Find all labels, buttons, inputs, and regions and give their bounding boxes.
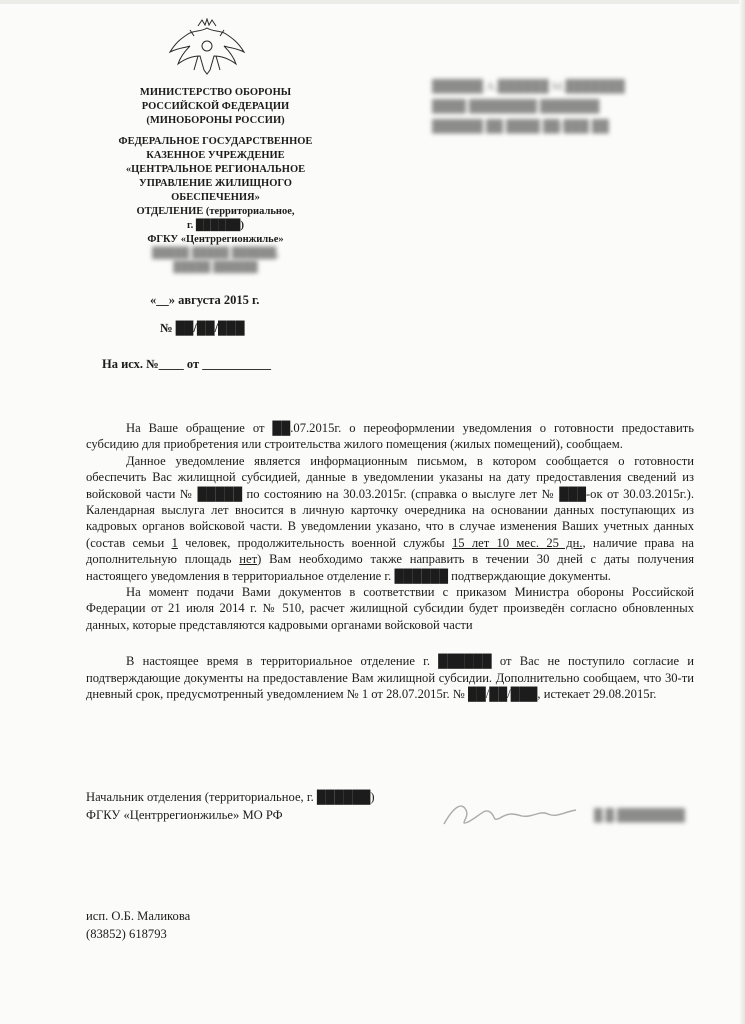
addressee-line: ██████ А.██████ М.███████	[432, 79, 625, 93]
ministry-block	[88, 86, 343, 128]
signer-position: Начальник отделения (территориальное, г. ██████)	[86, 790, 375, 804]
scan-right-edge	[739, 0, 745, 1024]
addressee-block	[432, 76, 652, 136]
agency-line: ФГКУ «Центррегионжилье»	[147, 234, 284, 245]
registration-number: № ██/██/███	[160, 321, 245, 335]
family-size-value: 1	[171, 535, 178, 550]
double-headed-eagle-emblem-icon	[168, 18, 246, 76]
agency-line: г. ██████)	[187, 220, 244, 231]
agency-line: УПРАВЛЕНИЕ ЖИЛИЩНОГО	[139, 178, 292, 189]
signature-block	[86, 788, 375, 824]
outgoing-reference: На исх. №____ от ___________	[102, 357, 271, 371]
ministry-line: РОССИЙСКОЙ ФЕДЕРАЦИИ	[141, 101, 290, 112]
letter-date: «__» августа 2015 г.	[150, 293, 260, 307]
agency-line: ФЕДЕРАЛЬНОЕ ГОСУДАРСТВЕННОЕ	[118, 136, 313, 147]
addressee-line: ████ ████████ ███████	[432, 99, 600, 113]
paragraph-notice-info	[86, 453, 694, 584]
agency-block	[88, 135, 343, 275]
handwritten-signature-icon	[440, 796, 580, 836]
ministry-line: (МИНОБОРОНЫ РОССИИ)	[146, 115, 285, 126]
notice-text: Данное уведомление является информационным письмом, в котором сообщается о готовности обеспечить Вас жилищной субсидией, данные в уведомлении указаны на дату предоставления сведений из войсковой части № █████ по состоянию на 30.03.2015г. (справка о выслуге лет № ███-ок от 30.03.2015г.). Календарная выслуга лет вносится в личную карточку очередника на основании данных поступающих из кадровых органов войсковой части. В уведомлении указано, что в случае изменения Ваших учетных данных (состав семьи	[86, 453, 694, 550]
notice-text: , наличие права на дополнительную площадь	[86, 535, 695, 567]
letter-body	[86, 420, 694, 703]
ministry-line: МИНИСТЕРСТВО ОБОРОНЫ	[139, 87, 292, 98]
agency-line: ОТДЕЛЕНИЕ (территориальное,	[136, 206, 295, 217]
agency-line: КАЗЕННОЕ УЧРЕЖДЕНИЕ	[146, 150, 285, 161]
agency-line: ОБЕСПЕЧЕНИЯ»	[171, 192, 260, 203]
agency-line: «ЦЕНТРАЛЬНОЕ РЕГИОНАЛЬНОЕ	[125, 164, 306, 175]
agency-address-line: █████ █████ ██████,	[152, 248, 279, 259]
notice-text: ) Вам необходимо также направить в течении 30 дней с даты получения настоящего уведомления в территориальное отделение г. ██████ подтверждающие документы.	[86, 552, 694, 583]
paragraph-request: На Ваше обращение от ██.07.2015г. о переоформлении уведомления о готовности предоставить субсидию для приобретения или строительства жилого помещения (жилых помещений), сообщаем.	[86, 421, 694, 452]
executor-block	[86, 907, 190, 943]
service-length-value: 15 лет 10 мес. 25 дн.	[451, 535, 583, 550]
paragraph-order: На момент подачи Вами документов в соответствии с приказом Министра обороны Российской Федерации от 21 июля 2014 г. № 510, расчет жилищной субсидии будет произведён согласно обновленных данных, которые представляются кадровыми органами войсковой части	[86, 585, 694, 632]
signer-organization: ФГКУ «Центррегионжилье» МО РФ	[86, 808, 283, 822]
paragraph-status: В настоящее время в территориальное отделение г. ██████ от Вас не поступило согласие и подтверждающие документы на предоставление Вам жилищной субсидии. Дополнительно сообщаем, что 30-ти дневный срок, предусмотренный уведомлением № 1 от 28.07.2015г. № ██/██/███, истекает 29.08.2015г.	[86, 654, 694, 702]
notice-text: человек, продолжительность военной службы	[177, 535, 452, 550]
signer-name: █.█.████████	[594, 808, 686, 822]
extra-area-value: нет	[239, 552, 258, 567]
executor-name: исп. О.Б. Маликова	[86, 909, 191, 923]
agency-address-line: █████ ██████	[173, 262, 258, 273]
addressee-line: ██████ ██ ████ ██/███ ██	[432, 119, 609, 133]
scan-top-edge	[0, 0, 745, 4]
executor-phone: (83852) 618793	[86, 927, 167, 941]
